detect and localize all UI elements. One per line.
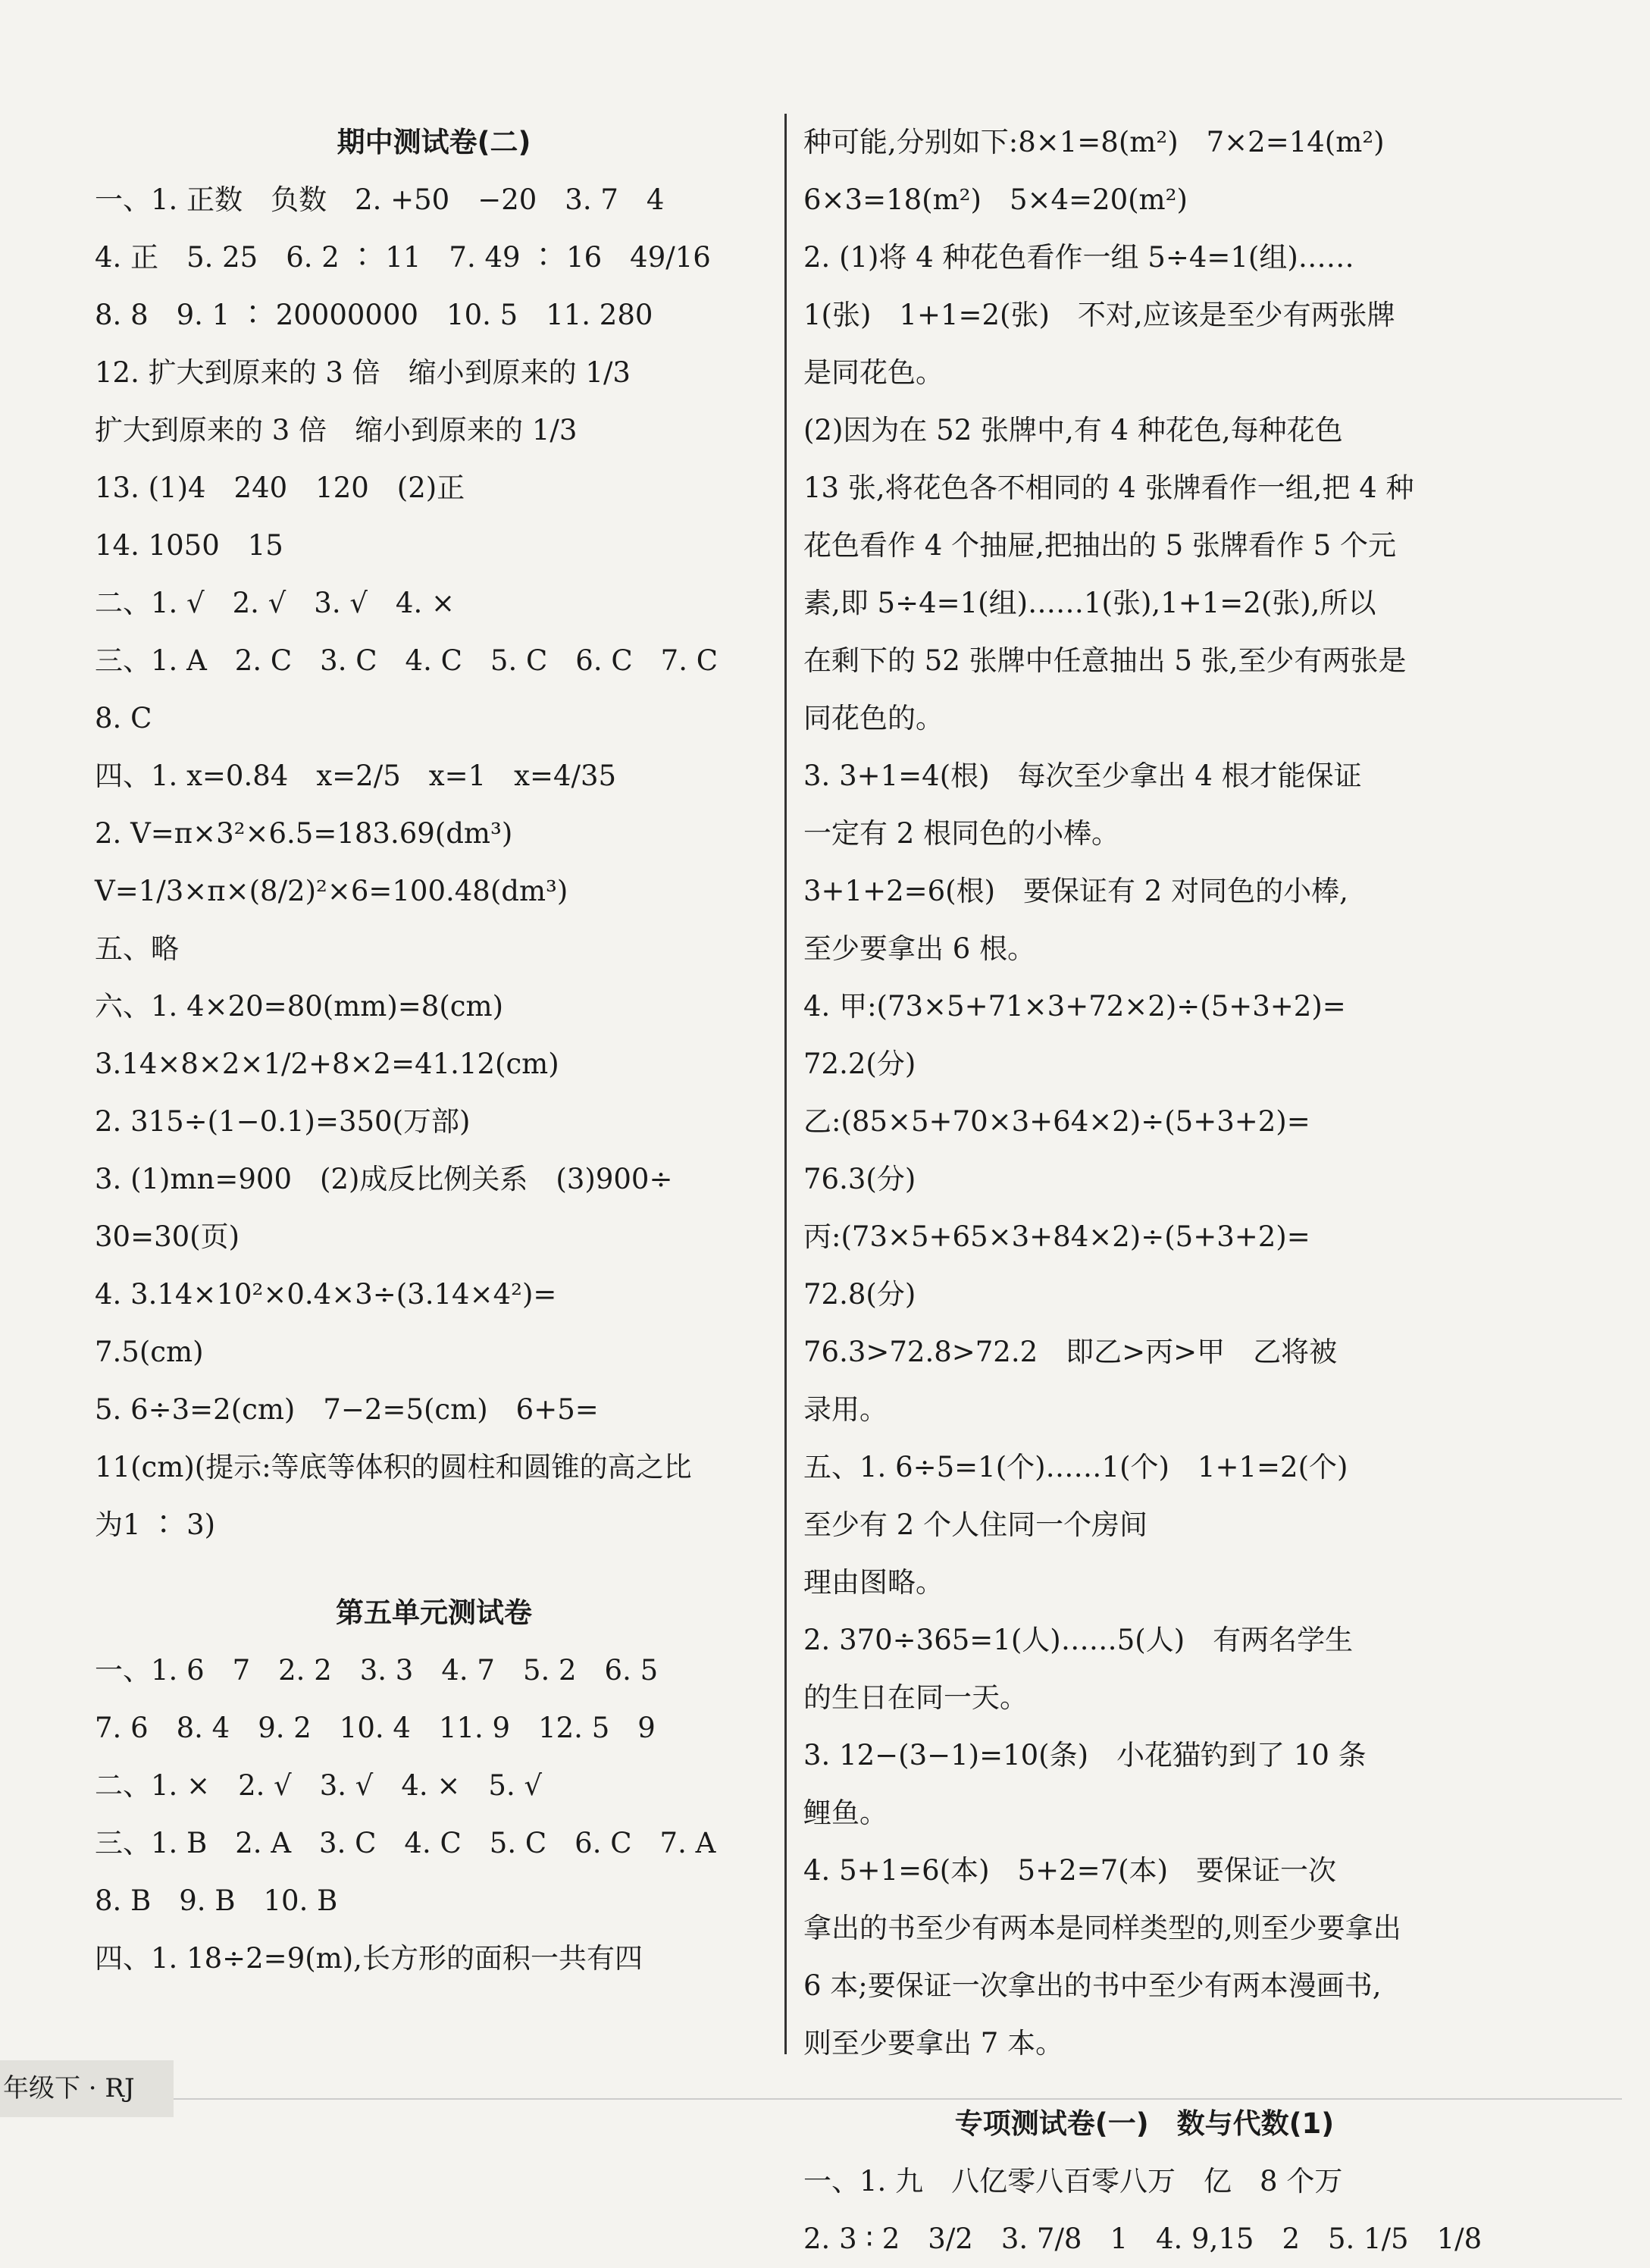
answer-line: 13 张,将花色各不相同的 4 张牌看作一组,把 4 种 <box>803 471 1414 504</box>
answer-line: 14. 1050 15 <box>95 529 283 562</box>
answer-line: 3+1+2=6(根) 要保证有 2 对同色的小棒, <box>803 875 1348 907</box>
answer-line: 录用。 <box>803 1393 888 1426</box>
answer-line: 4. 甲:(73×5+71×3+72×2)÷(5+3+2)= <box>803 990 1346 1023</box>
left-answer-block-2 <box>95 1642 773 1988</box>
answer-line: 三、1. B 2. A 3. C 4. C 5. C 6. C 7. A <box>95 1827 716 1859</box>
answer-line: 至少有 2 个人住同一个房间 <box>803 1508 1148 1541</box>
answer-line: 6×3=18(m²) 5×4=20(m²) <box>803 183 1188 216</box>
section-title-unit5: 第五单元测试卷 <box>336 1596 532 1629</box>
answer-line: 12. 扩大到原来的 3 倍 缩小到原来的 1/3 <box>95 356 631 389</box>
left-answer-block <box>95 171 773 1554</box>
answer-line: 四、1. 18÷2=9(m),长方形的面积一共有四 <box>95 1942 643 1975</box>
answer-line: V=1/3×π×(8/2)²×6=100.48(dm³) <box>95 875 568 907</box>
answer-line: 1(张) 1+1=2(张) 不对,应该是至少有两张牌 <box>803 299 1395 331</box>
answer-line: 3. 12−(3−1)=10(条) 小花猫钓到了 10 条 <box>803 1739 1367 1771</box>
answer-line: 4. 5+1=6(本) 5+2=7(本) 要保证一次 <box>803 1854 1337 1887</box>
answer-line: 为1 ∶ 3) <box>95 1508 216 1541</box>
answer-line: 76.3>72.8>72.2 即乙>丙>甲 乙将被 <box>803 1336 1338 1368</box>
answer-line: 在剩下的 52 张牌中任意抽出 5 张,至少有两张是 <box>803 644 1407 677</box>
answer-line: 种可能,分别如下:8×1=8(m²) 7×2=14(m²) <box>803 126 1385 158</box>
answer-line: 76.3(分) <box>803 1163 916 1195</box>
answer-line: 丙:(73×5+65×3+84×2)÷(5+3+2)= <box>803 1220 1310 1253</box>
answer-line: 素,即 5÷4=1(组)……1(张),1+1=2(张),所以 <box>803 587 1376 619</box>
answer-line: 3. (1)mn=900 (2)成反比例关系 (3)900÷ <box>95 1163 673 1195</box>
answer-line: 鲤鱼。 <box>803 1797 888 1829</box>
answer-line: 扩大到原来的 3 倍 缩小到原来的 1/3 <box>95 414 578 446</box>
answer-line: 72.8(分) <box>803 1278 916 1311</box>
answer-line: 花色看作 4 个抽屉,把抽出的 5 张牌看作 5 个元 <box>803 529 1396 562</box>
answer-line: 一、1. 正数 负数 2. +50 −20 3. 7 4 <box>95 183 665 216</box>
answer-line: 五、略 <box>95 932 179 965</box>
answer-line: 8. 8 9. 1 ∶ 20000000 10. 5 11. 280 <box>95 299 653 331</box>
answer-line: 是同花色。 <box>803 356 944 389</box>
answer-line: 拿出的书至少有两本是同样类型的,则至少要拿出 <box>803 1912 1401 1944</box>
column-divider <box>784 114 787 2054</box>
right-answer-block-2 <box>803 2153 1486 2268</box>
answer-line: 7. 6 8. 4 9. 2 10. 4 11. 9 12. 5 9 <box>95 1712 656 1744</box>
answer-line: 4. 正 5. 25 6. 2 ∶ 11 7. 49 ∶ 16 49/16 <box>95 241 711 274</box>
answer-line: 同花色的。 <box>803 702 944 735</box>
right-answer-block <box>803 114 1486 2072</box>
answer-line: 一、1. 九 八亿零八百零八万 亿 8 个万 <box>803 2165 1343 2198</box>
answer-line: 2. 3 ∶ 2 3/2 3. 7/8 1 4. 9,15 2 5. 1/5 1/8 <box>803 2223 1482 2255</box>
answer-line: 11(cm)(提示:等底等体积的圆柱和圆锥的高之比 <box>95 1451 692 1483</box>
answer-line: 二、1. × 2. √ 3. √ 4. × 5. √ <box>95 1769 543 1802</box>
answer-line: 2. 315÷(1−0.1)=350(万部) <box>95 1105 471 1138</box>
page-footer: 年级下 · RJ <box>0 2060 174 2117</box>
answer-line: 一定有 2 根同色的小棒。 <box>803 817 1120 850</box>
answer-line: 三、1. A 2. C 3. C 4. C 5. C 6. C 7. C <box>95 644 719 677</box>
answer-line: 8. C <box>95 702 152 735</box>
answer-line: 2. V=π×3²×6.5=183.69(dm³) <box>95 817 513 850</box>
answer-line: 乙:(85×5+70×3+64×2)÷(5+3+2)= <box>803 1105 1310 1138</box>
answer-line: 2. (1)将 4 种花色看作一组 5÷4=1(组)…… <box>803 241 1354 274</box>
answer-line: 3. 3+1=4(根) 每次至少拿出 4 根才能保证 <box>803 760 1362 792</box>
answer-line: 13. (1)4 240 120 (2)正 <box>95 471 465 504</box>
answer-line: 30=30(页) <box>95 1220 240 1253</box>
answer-line: 的生日在同一天。 <box>803 1681 1028 1714</box>
answer-line: 7.5(cm) <box>95 1336 204 1368</box>
answer-line: 4. 3.14×10²×0.4×3÷(3.14×4²)= <box>95 1278 557 1311</box>
answer-line: 则至少要拿出 7 本。 <box>803 2027 1064 2060</box>
answer-line: 2. 370÷365=1(人)……5(人) 有两名学生 <box>803 1624 1354 1656</box>
answer-line: 3.14×8×2×1/2+8×2=41.12(cm) <box>95 1048 559 1080</box>
answer-line: 8. B 9. B 10. B <box>95 1884 338 1917</box>
answer-line: 理由图略。 <box>803 1566 944 1599</box>
answer-line: 72.2(分) <box>803 1048 916 1080</box>
answer-line: 四、1. x=0.84 x=2/5 x=1 x=4/35 <box>95 760 617 792</box>
answer-line: 二、1. √ 2. √ 3. √ 4. × <box>95 587 455 619</box>
answer-line: 一、1. 6 7 2. 2 3. 3 4. 7 5. 2 6. 5 <box>95 1654 659 1687</box>
answer-line: 6 本;要保证一次拿出的书中至少有两本漫画书, <box>803 1969 1382 2002</box>
answer-line: 5. 6÷3=2(cm) 7−2=5(cm) 6+5= <box>95 1393 599 1426</box>
answer-line: 六、1. 4×20=80(mm)=8(cm) <box>95 990 504 1023</box>
section-title-special: 专项测试卷(一) 数与代数(1) <box>954 2107 1335 2140</box>
section-title-midterm: 期中测试卷(二) <box>337 126 531 158</box>
answer-line: 五、1. 6÷5=1(个)……1(个) 1+1=2(个) <box>803 1451 1348 1483</box>
answer-line: (2)因为在 52 张牌中,有 4 种花色,每种花色 <box>803 414 1343 446</box>
left-column <box>95 114 773 1988</box>
footer-rule <box>0 2098 1622 2100</box>
answer-line: 至少要拿出 6 根。 <box>803 932 1036 965</box>
right-column <box>803 114 1486 2268</box>
